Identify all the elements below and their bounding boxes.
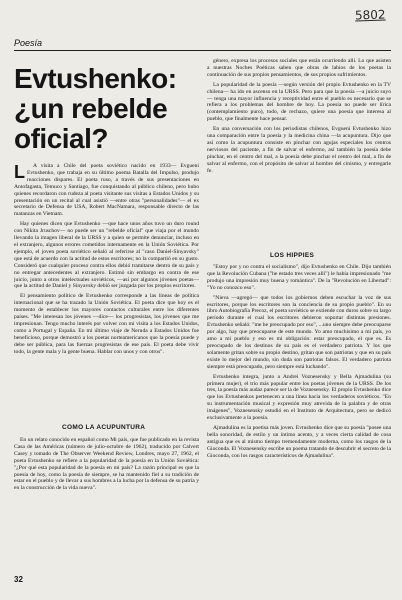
paragraph: Hay quienes dicen que Evtushenko —que hace unos años tuvo un duro round con Nikita Jruschov— no puede ser un "rebelde oficial" que viaja por el mundo llevando la imagen liberal de la URSS y a quien se permite denunciar, incluso en el extranjero, algunos errores cometidos internamente en la Unión Soviética. Por ejemplo, el joven poeta soviético señaló al referirse al "caso Daniel-Sinyavsky" que está de acuerdo con la actitud de estos escritores; no la compartió en su gusto. Consideró que cualquier proceso contra ellos debió tramitarse dentro de su país y no entregar antecedentes al extranjero. Estimó sin embargo en contra de ese juicio, junto a otros intelectuales soviéticos, —así por algunos jóvenes poetas— que la actitud de Daniel y Sinyavsky debió ser juzgada por los propios escritores. <box>14 221 199 290</box>
article-headline: Evtushenko: ¿un rebelde oficial? <box>14 63 177 154</box>
header-rule <box>14 50 391 51</box>
paragraph: En un relato conocido en español como Mi país, que fue publicado en la revista Casa de las Américas (número de julio-octubre de 1962), traducido por Calvert Casey y tomado de The Observer Weekend Review, Londres, mayo 27, 1962, el poeta Evtushenko se refiere a la popularidad de la poesía en la Unión Soviética: "¿Por qué esta popularidad de la poesía en mi país? La razón principal es que la poesía de hoy, como la poesía de siempre, se ha mantenido fiel a su tradición de estar en el pueblo y de llevar a sus hombres a la lucha por la defensa de su patria y en la construcción de la vida nueva". <box>14 437 199 492</box>
paragraph: La popularidad de la poesía —según versión del propio Evtushenko en la TV chilena— ha ido en ascenso en la URSS. Pero para que la poesía —a juicio suyo— tenga una mayor influencia y receptividad entre el pueblo es necesario que se refiera a los problemas del hombre de hoy. La poesía no puede ser lírica (contemplamiento puro), todo, de rechazo, quiere una poesía que interesa al pueblo, que finalmente hace pensar. <box>207 81 391 123</box>
subheading-acupuntura: COMO LA ACUPUNTURA <box>62 424 146 431</box>
handwritten-annotation: 5802 <box>354 7 386 23</box>
paragraph: A visita a Chile del poeta soviético nacido en 1933— Evgueni Evtushenko, que trabaja en su último poema Batalla del Impulso, produjo reacciones dispares. El poeta ruso, a través de sus presentaciones en Antofagasta, Temuco y Santiago, fue conquistando al público chileno, pero hubo quienes recordaron con rudeza al poeta visitante sus visitas a Estados Unidos y su presentación en un recital al cual asistió —entre otras "personalidades"— el ex secretario de Defensa de USA, Robert MacNamara, responsable directo de las matanzas en Vietnam. <box>14 163 199 218</box>
paragraph: Evtushenko integra, junto a Andrei Voznesensky y Bella Ajmadulina (su primera mujer), el trío más popular entre los poetas jóvenes de la URSS. De los tres, la poesía más audaz parece ser la de Voznesensky. El propio Evtushenko dice que los Evtushenkos pertenecen a una línea hacia los verdaderos soviéticos. "En su instrumentación musical y expresión muy atrevida de la palabra y de otras imágenes", Voznesensky estudió en el Instituto de Arquitectura, pero se dedicó exclusivamente a la poesía. <box>207 373 391 422</box>
column-1-body <box>14 163 199 385</box>
page-number: 32 <box>14 575 23 584</box>
column-2-body <box>207 58 391 248</box>
paragraph: "Estoy por y no contra el socialismo", dijo Evtushenko en Chile. Dijo también que la Revolución Cubana ("he estado tres veces allí") le había impresionado "me produjo una impresión muy buena y romántica". De la "Revolución en Libertad": "Yo no conozco eso". <box>207 264 391 291</box>
paragraph: El pensamiento político de Evtushenko corresponde a las líneas de política internacional que se ha trazado la Unión Soviética. El poeta dice que hoy es el momento de establecer los mayores contactos culturales entre los diferentes países. "Me interesan los jóvenes —dice— los progresistas, los jóvenes que me impresionan. Tengo mucho interés por volver con mi visita a los Estados Unidos, como a Portugal y España. En mi último viaje de Neruda a Estados Unidos fue beneficioso, porque demostró a los poetas norteamericanos que la poesía puede y debe ser pública, para las fuerzas progresistas de ese país. El poeta debe vivir todo, la gente mala y la gente buena. Hablar con unos y con otros". <box>14 293 199 355</box>
column-1-lower-body <box>14 437 199 587</box>
paragraph: Ajmadulina es la poetisa más joven. Evtushenko dice que su poesía "posee una bella sonoridad, de estilo y un íntimo acento, y a veces cierta calidad de cosa antigua que es al mismo tiempo tremendamente moderna, como los rasgos de la Gioconda. El Voznesensky escribe un poema tratando de descubrir el secreto de la Gioconda, con los rasgos característicos de Ajmadulina". <box>207 424 391 459</box>
column-2-lower-body <box>207 264 391 590</box>
drop-cap: L <box>14 163 25 182</box>
paragraph: género, expresa los procesos sociales que están ocurriendo allí. Lo que asisten a nuestras Noches Poéticas saben que obras de labios de los poetas la continuación de sus propios pensamientos, de sus propios sufrimientos. <box>207 58 391 78</box>
paragraph: En una conversación con los periodistas chilenos, Evgueni Evtushenko hizo una comparación entre la poesía y la medicina china —la acupuntura. Dijo que así como la acupuntura consiste en pinchar con agujas especiales los centros nerviosos del paciente, a fin de salvar el enfermo, así también la poesía debe pinchar, en el centro del mal, a la poesía debe pinchar el centro del mal, a fin de salvar al enfermo, con el propósito de salvar al hombre del cinismo, y entregarle fe. <box>207 126 391 174</box>
section-label: Poesía <box>14 38 43 48</box>
subheading-hippies: LOS HIPPIES <box>270 252 315 259</box>
paragraph: "Nieva —agregó— que todos los gobiernos deben escuchar la voz de sus escritores, porque los escritores son la conciencia de su propio pueblo". En su libro Autobiografía Precoz, el poeta soviético se extiende con duros sobre su largo período durante el cual los escritores debieron soportar distintas presiones. Evtushenko señaló: "me he preocupado por eso", ...uno siempre debe preocuparse por algo, hay que preocuparse de este mundo. Yo amo muchísimo a mi país, yo amo a mi pueblo y eso es mi obligación: estar preocupado, el que es. Es preocupado de los destinos de su país es el verdadero patriota. Y los que solamente gritan sobre su propio destino, gritan que son patriotas y que en su país existe lo mejor del mundo, sin duda son patriotas falsos. El verdadero patriota siempre está preocupado, pero siempre está luchando". <box>207 294 391 370</box>
